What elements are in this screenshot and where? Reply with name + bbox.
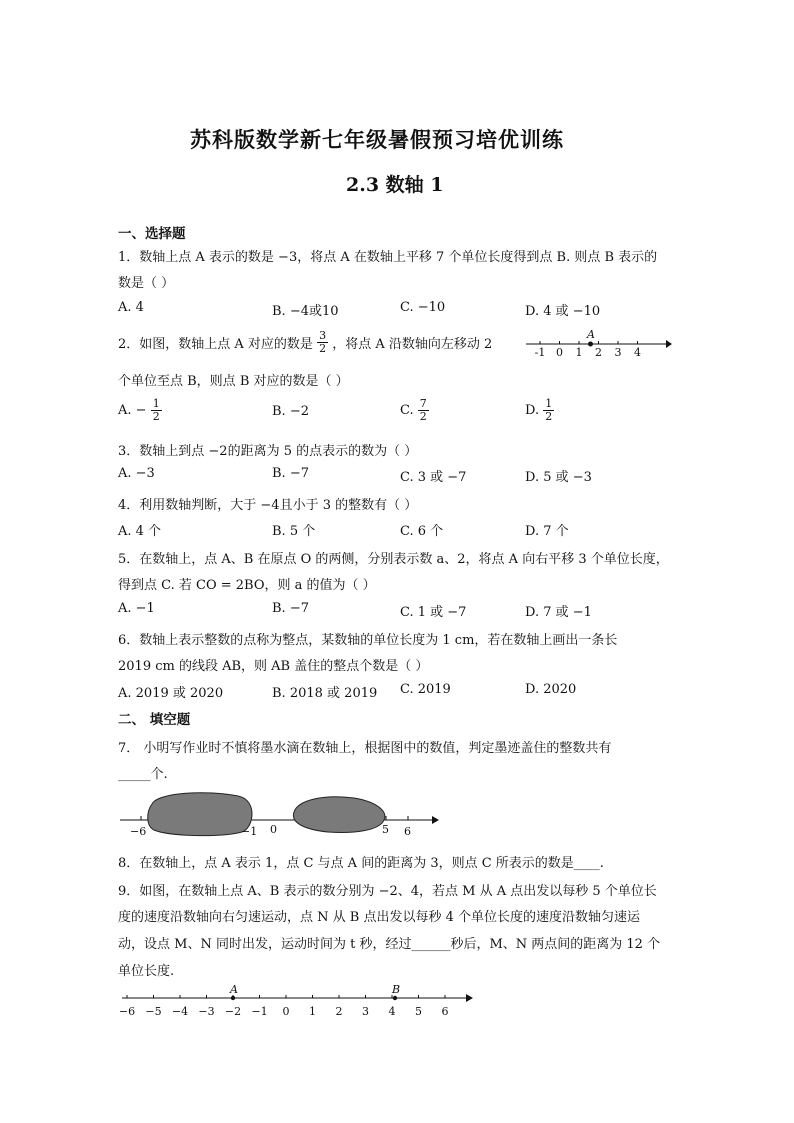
q5-option-a: A. −1 bbox=[118, 601, 155, 616]
q2-fraction bbox=[317, 330, 328, 355]
q9-point-b-label: B bbox=[392, 983, 401, 996]
q2-tick-label: 1 bbox=[575, 346, 583, 359]
question-9-line-2: 度的速度沿数轴向右匀速运动，点 N 从 B 点出发以每秒 4 个单位长度的速度沿数轴匀速运 bbox=[118, 910, 640, 925]
question-5-line-1: 5．在数轴上，点 A、B 在原点 O 的两侧，分别表示数 a、2，将点 A 向右平移 3 个单位长度， bbox=[118, 552, 669, 567]
q9-tick-label: −5 bbox=[145, 1005, 162, 1018]
q2-text-a: 2．如图，数轴上点 A 对应的数是 bbox=[118, 337, 313, 352]
section-heading-fill: 二、 填空题 bbox=[118, 712, 191, 728]
q2-tick-label: 0 bbox=[556, 346, 563, 359]
q2-option-d-num: 1 bbox=[545, 397, 553, 410]
q1-option-d: D. 4 或 −10 bbox=[525, 304, 601, 319]
question-3-line-1: 3．数轴上到点 −2的距离为 5 的点表示的数为（ ） bbox=[118, 444, 418, 459]
q7-label-neg1: −1 bbox=[241, 825, 258, 838]
q2-option-a-den: 2 bbox=[152, 410, 160, 423]
q6-option-a: A. 2019 或 2020 bbox=[118, 686, 224, 701]
question-9-line-3: 动，设点 M、N 同时出发，运动时间为 t 秒，经过______秒后，M、N 两点间的距离为 12 个 bbox=[118, 937, 661, 952]
q3-option-d: D. 5 或 −3 bbox=[525, 470, 592, 485]
q9-tick-label: −4 bbox=[171, 1005, 189, 1018]
q2-point-a-label: A bbox=[587, 328, 595, 341]
q2-tick-label: 4 bbox=[634, 346, 641, 359]
q9-number-line bbox=[118, 982, 478, 1022]
q2-option-c bbox=[400, 398, 429, 423]
question-4-line-1: 4．利用数轴判断，大于 −4且小于 3 的整数有（ ） bbox=[118, 498, 418, 513]
question-6-line-1: 6．数轴上表示整数的点称为整点，某数轴的单位长度为 1 cm，若在数轴上画出一条长 bbox=[118, 633, 618, 648]
q1-option-a: A. 4 bbox=[118, 300, 144, 315]
q2-tick-label: 2 bbox=[595, 346, 602, 359]
q2-point-a bbox=[588, 342, 593, 347]
q6-option-c: C. 2019 bbox=[400, 682, 451, 697]
q2-text-b: ，将点 A 沿数轴向左移动 2 bbox=[332, 337, 493, 352]
q5-option-b: B. −7 bbox=[272, 601, 309, 616]
q7-label-0: 0 bbox=[270, 823, 277, 836]
q2-option-b: B. −2 bbox=[272, 404, 309, 419]
q1-option-c: C. −10 bbox=[400, 300, 446, 315]
section-heading-choice: 一、选择题 bbox=[118, 226, 186, 242]
q9-tick-label: 3 bbox=[362, 1005, 369, 1018]
q9-tick-label: −2 bbox=[224, 1005, 242, 1018]
q3-option-b: B. −7 bbox=[272, 466, 309, 481]
q9-point-a-label: A bbox=[230, 983, 238, 996]
q7-label-5: 5 bbox=[382, 823, 389, 836]
question-1-line-1: 1．数轴上点 A 表示的数是 −3，将点 A 在数轴上平移 7 个单位长度得到点 B. 则点 B 表示的 bbox=[118, 250, 658, 265]
q5-option-c: C. 1 或 −7 bbox=[400, 605, 467, 620]
q2-option-a-prefix: A. − bbox=[118, 403, 147, 418]
q9-tick-label: 0 bbox=[282, 1005, 290, 1018]
q9-tick-label: 5 bbox=[415, 1005, 422, 1018]
q2-number-line bbox=[522, 324, 674, 364]
q9-tick-label: 4 bbox=[388, 1005, 396, 1018]
q9-point-b bbox=[393, 996, 397, 1000]
q2-tick-label: 3 bbox=[614, 346, 622, 359]
q9-point-a bbox=[231, 996, 235, 1000]
q2-option-c-fraction bbox=[418, 398, 429, 423]
question-6-line-2: 2019 cm 的线段 AB，则 AB 盖住的整点个数是（ ） bbox=[118, 659, 429, 674]
q2-option-a bbox=[118, 398, 162, 423]
question-5-line-2: 得到点 C. 若 CO = 2BO，则 a 的值为（ ） bbox=[118, 578, 376, 593]
q2-option-c-num: 7 bbox=[419, 397, 427, 410]
page-subtitle: 2.3 数轴 1 bbox=[346, 174, 444, 196]
q4-option-b: B. 5 个 bbox=[272, 524, 316, 539]
q1-option-b: B. −4或10 bbox=[272, 304, 339, 319]
q2-tick-label: -1 bbox=[534, 346, 546, 359]
q2-option-d-den: 2 bbox=[545, 410, 553, 423]
question-8-line-1: 8．在数轴上，点 A 表示 1，点 C 与点 A 间的距离为 3，则点 C 所表示的数是____. bbox=[118, 856, 604, 871]
q5-option-d: D. 7 或 −1 bbox=[525, 605, 592, 620]
q9-tick-label: 6 bbox=[441, 1005, 449, 1018]
q9-tick-label: −3 bbox=[198, 1005, 215, 1018]
q2-option-a-num: 1 bbox=[152, 397, 160, 410]
question-1-line-2: 数是（ ） bbox=[118, 276, 175, 291]
question-7-line-1: 7． 小明写作业时不慎将墨水滴在数轴上，根据图中的数值，判定墨迹盖住的整数共有 bbox=[118, 741, 612, 756]
q3-option-a: A. −3 bbox=[118, 466, 155, 481]
q4-option-a: A. 4 个 bbox=[118, 524, 162, 539]
q4-option-c: C. 6 个 bbox=[400, 524, 444, 539]
q2-option-a-fraction bbox=[151, 398, 162, 423]
q7-ink-blot-right bbox=[293, 797, 384, 833]
q9-tick-label: −6 bbox=[118, 1005, 136, 1018]
q2-fraction-den: 2 bbox=[319, 342, 327, 355]
q2-option-d bbox=[525, 398, 554, 423]
q7-label-6: 6 bbox=[404, 825, 411, 838]
question-2-line-1 bbox=[118, 330, 492, 355]
q4-option-d: D. 7 个 bbox=[525, 524, 569, 539]
question-2-line-2: 个单位至点 B，则点 B 对应的数是（ ） bbox=[118, 374, 349, 389]
q2-fraction-num: 3 bbox=[319, 329, 327, 342]
page-title: 苏科版数学新七年级暑假预习培优训练 bbox=[190, 127, 564, 152]
q2-option-d-fraction bbox=[543, 398, 554, 423]
q2-option-c-den: 2 bbox=[419, 410, 427, 423]
q2-option-c-prefix: C. bbox=[400, 403, 414, 418]
q6-option-b: B. 2018 或 2019 bbox=[272, 686, 378, 701]
q9-tick-label: 2 bbox=[335, 1005, 343, 1018]
q3-option-c: C. 3 或 −7 bbox=[400, 470, 467, 485]
question-9-line-1: 9．如图，在数轴上点 A、B 表示的数分别为 −2、4，若点 M 从 A 点出发以每秒 5 个单位长 bbox=[118, 884, 657, 899]
question-9-line-4: 单位长度. bbox=[118, 964, 175, 979]
q7-ink-blot-left bbox=[148, 793, 252, 836]
q9-tick-label: −1 bbox=[251, 1005, 268, 1018]
q7-label-neg6: −6 bbox=[130, 825, 147, 838]
q6-option-d: D. 2020 bbox=[525, 682, 577, 697]
q2-option-d-prefix: D. bbox=[525, 403, 540, 418]
question-7-line-2: _____个. bbox=[118, 767, 168, 782]
q7-ink-number-line bbox=[118, 788, 448, 844]
q9-tick-label: 1 bbox=[309, 1005, 316, 1018]
